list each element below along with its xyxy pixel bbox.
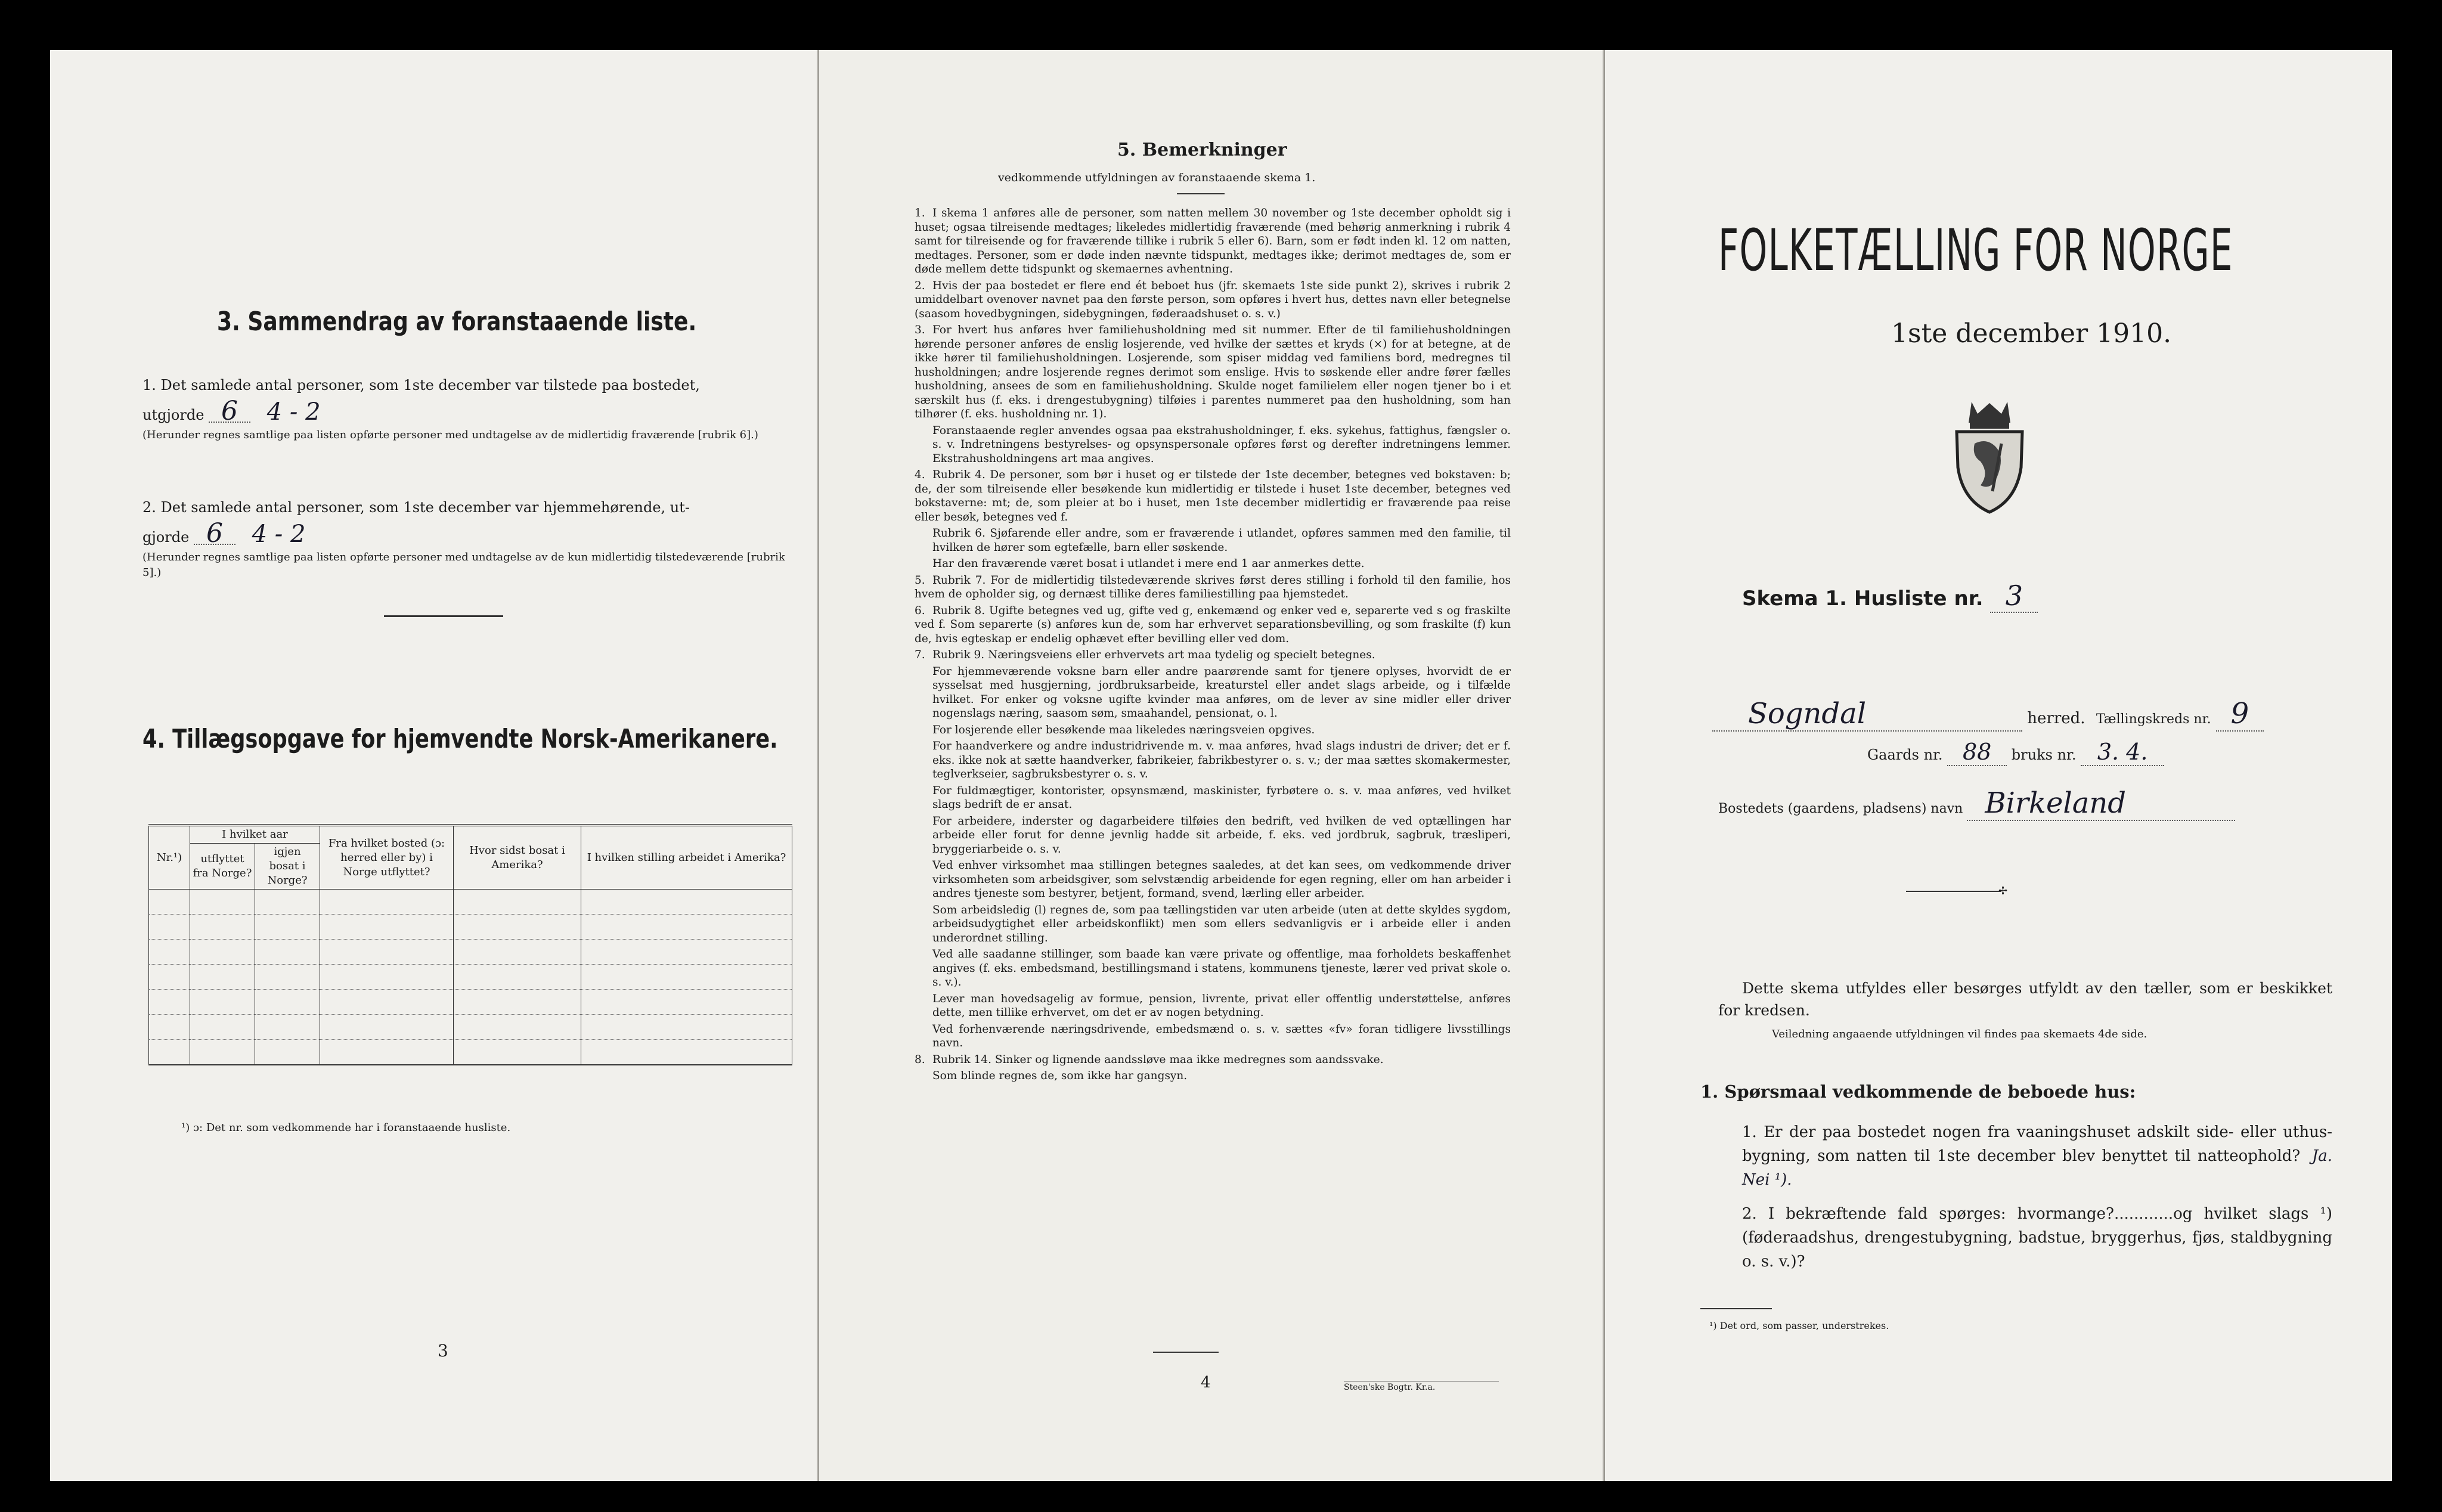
remark-number: 6. bbox=[915, 604, 925, 617]
remark-text: For hjemmeværende voksne barn eller andre paarørende samt for tjenere oplyses, hvorvidt de er sysselsat med husgjerning, jordbruksarbeide, kreaturstel eller andet slags arbeide, og i tilfælde hvilket. For enker og voksne ugifte kvinder maa anføres, om de lever av sine midler eller driver nogenslags næring, saasom søm, smaahandel, pensionat, o. l. bbox=[932, 665, 1511, 720]
remark-text: Har den fraværende været bosat i utlandet i mere end 1 aar anmerkes dette. bbox=[932, 557, 1365, 570]
ornament-icon: ✢ bbox=[1998, 885, 2008, 897]
kreds-value: 9 bbox=[2216, 697, 2264, 732]
intro-text: Dette skema utfyldes eller besørges utfyldt av den tæller, som er beskikket for kredsen. bbox=[1718, 980, 2332, 1019]
remark-item bbox=[915, 648, 1511, 662]
divider bbox=[1177, 193, 1225, 194]
coat-of-arms-icon bbox=[1945, 396, 2034, 515]
remark-item bbox=[915, 723, 1511, 738]
questions-heading: 1. Spørsmaal vedkommende de beboede hus: bbox=[1700, 1082, 2136, 1102]
remark-item bbox=[915, 557, 1511, 571]
remark-item bbox=[915, 206, 1511, 277]
bosted-label: Bostedets (gaardens, pladsens) navn bbox=[1718, 801, 1963, 816]
remark-text: For fuldmægtiger, kontorister, opsynsmænd, maskinister, fyrbøtere o. s. v. maa anføres, ved hvilket slags bedrift de er ansat. bbox=[932, 784, 1511, 811]
page-cover bbox=[1605, 50, 2392, 1481]
remark-text: Som arbeidsledig (l) regnes de, som paa tællingstiden var uten arbeide (uten at dette skyldes sygdom, arbeidsudygtighet eller arbeidskonflikt) men som ellers sedvanligvis er i arbeide eller i anden underordnet stilling. bbox=[932, 903, 1511, 944]
summary-item-2 bbox=[142, 497, 792, 581]
herred-line bbox=[1712, 697, 2368, 732]
page-remarks bbox=[819, 50, 1605, 1481]
kreds-label: Tællingskreds nr. bbox=[2096, 712, 2211, 727]
remark-item bbox=[915, 424, 1511, 466]
summary-item-1 bbox=[142, 375, 792, 443]
remark-item bbox=[915, 859, 1511, 901]
bosted-line bbox=[1718, 786, 2235, 821]
table-footnote: ¹) ɔ: Det nr. som vedkommende har i foranstaaende husliste. bbox=[181, 1121, 511, 1134]
remark-item bbox=[915, 604, 1511, 646]
divider bbox=[1906, 891, 2001, 892]
remark-text: Rubrik 7. For de midlertidig tilstedeværende skrives først deres stilling i forhold til den familie, hos hvem de opholder sig, og dernæst tillike deres familiestilling paa hjemstedet. bbox=[915, 574, 1511, 600]
item1-value: 6 bbox=[209, 401, 250, 423]
herred-label: herred. bbox=[2027, 709, 2085, 727]
table-row bbox=[149, 990, 792, 1015]
remark-item bbox=[915, 323, 1511, 422]
remark-text: For haandverkere og andre industridrivende m. v. maa anføres, hvad slags industri de driver; det er f. eks. ikke nok at sætte haandverker, fabrikeier, fabrikbestyrer o. s. v.; der maa sættes skomakermester, teglverkseier, sagbruksbestyrer o. s. v. bbox=[932, 740, 1511, 780]
norsk-amerikanere-table bbox=[148, 824, 792, 1065]
remark-number: 3. bbox=[915, 324, 925, 336]
bruks-label: bruks nr. bbox=[2011, 746, 2077, 763]
table-row bbox=[149, 1015, 792, 1040]
veiledning-text: Veiledning angaaende utfyldningen vil findes paa skemaets 4de side. bbox=[1772, 1028, 2147, 1040]
remark-item bbox=[915, 903, 1511, 946]
gaards-line bbox=[1867, 739, 2164, 766]
page-number: 3 bbox=[438, 1341, 448, 1361]
remark-text: For hvert hus anføres hver familiehusholdning med sit nummer. Efter de til familiehusholdningen hørende personer anføres de enslig losjerende, ved hvilke der sættes et kryds (×) for at betegne, at de ikke hører til familiehusholdningen. Losjerende, som spiser middag ved familiens bord, medregnes til husholdningen; andre losjerende regnes derimot som enslige. Hvis to søskende eller andre fører fælles husholdning, ansees de som en familiehusholdning. Skulde noget familielem eller nogen tjener bo i et særskilt hus (f. eks. i drengestubygning) tilføies i parentes nummeret paa den husholdning, som han tilhører (f. eks. husholdning nr. 1). bbox=[915, 324, 1511, 420]
remark-text: Rubrik 14. Sinker og lignende aandssløve maa ikke medregnes som aandssvake. bbox=[932, 1053, 1384, 1066]
table-row bbox=[149, 915, 792, 940]
remark-number: 2. bbox=[915, 279, 925, 292]
remark-number: 1. bbox=[915, 207, 925, 219]
remark-item bbox=[915, 279, 1511, 321]
remark-item bbox=[915, 468, 1511, 524]
col-from-where: Fra hvilket bosted (ɔ: herred eller by) i Norge utflyttet? bbox=[320, 825, 454, 890]
remark-number: 8. bbox=[915, 1053, 925, 1066]
col-nr: Nr.¹) bbox=[149, 825, 190, 890]
col-group-year: I hvilket aar bbox=[190, 825, 320, 844]
remark-item bbox=[915, 574, 1511, 602]
husliste-nr: 3 bbox=[1990, 580, 2038, 613]
bruks-value: 3. 4. bbox=[2081, 739, 2164, 766]
item1-note: (Herunder regnes samtlige paa listen opførte personer med undtagelse av de midlertidig fraværende [rubrik 6].) bbox=[142, 429, 758, 441]
remark-number: 4. bbox=[915, 469, 925, 481]
item2-value: 6 bbox=[194, 523, 235, 545]
remark-text: For arbeidere, inderster og dagarbeidere tilføies den bedrift, ved hvilken de ved optællingen har arbeide eller forut for denne jevnlig hadde sit arbeide, f. eks. ved jordbruk, sagbruk, træsliperi, bryggeriarbeide o. s. v. bbox=[932, 814, 1511, 856]
remark-number: 7. bbox=[915, 649, 925, 661]
remarks-title: 5. Bemerkninger bbox=[1117, 140, 1287, 160]
remark-item bbox=[915, 739, 1511, 782]
remark-text: For losjerende eller besøkende maa likeledes næringsveien opgives. bbox=[932, 723, 1315, 736]
remark-text: Hvis der paa bostedet er flere end ét beboet hus (jfr. skemaets 1ste side punkt 2), skrives i rubrik 2 umiddelbart ovenover navnet paa den første person, som opføres i hvert hus, dettes navn eller betegnelse (saasom hovedbygningen, sidebygningen, føderaadshuset o. s. v.) bbox=[915, 279, 1511, 320]
census-date: 1ste december 1910. bbox=[1891, 318, 2172, 349]
col-last-america: Hvor sidst bosat i Amerika? bbox=[454, 825, 581, 890]
question-1 bbox=[1742, 1120, 2332, 1192]
remark-item bbox=[915, 1053, 1511, 1067]
table-row bbox=[149, 940, 792, 965]
item1-split: 4 - 2 bbox=[266, 398, 321, 426]
skema-line bbox=[1742, 580, 2038, 613]
question-2: 2. I bekræftende fald spørges: hvormange?............og hvilket slags ¹) (føderaadshus, drengestubygning, badstue, bryggerhus, fjøs, staldbygning o. s. v.)? bbox=[1742, 1205, 2332, 1271]
item2-note: (Herunder regnes samtlige paa listen opførte personer med undtagelse av de kun midlertidig tilstedeværende [rubrik 5].) bbox=[142, 551, 785, 579]
divider bbox=[1700, 1308, 1772, 1309]
table-row bbox=[149, 890, 792, 915]
question-1-text: 1. Er der paa bostedet nogen fra vaaningshuset adskilt side- eller uthus-bygning, som natten til 1ste december blev benyttet til natteophold? bbox=[1742, 1123, 2332, 1165]
remark-text: Foranstaaende regler anvendes ogsaa paa ekstrahusholdninger, f. eks. sykehus, fattighus, fængsler o. s. v. Indretningens bestyrelses- og opsynspersonale opføres først og derefter indretningens lemmer. Ekstrahusholdningens art maa angives. bbox=[932, 424, 1511, 465]
item1-lead: utgjorde bbox=[142, 407, 204, 423]
remark-text: I skema 1 anføres alle de personer, som natten mellem 30 november og 1ste december opholdt sig i huset; ogsaa tilreisende medtages; likeledes midlertidig fraværende (med behørig anmerkning i rubrik 4 samt for tilreisende og for fraværende tillike i rubrik 5 eller 6). Barn, som er født inden kl. 12 om natten, medtages. Personer, som er døde inden nævnte tidspunkt, medtages ikke; derimot medtages de, som er døde mellem dette tidspunkt og skemaernes avhentning. bbox=[915, 207, 1511, 275]
remark-text: Lever man hovedsagelig av formue, pension, livrente, privat eller offentlig understøttelse, anføres dette, men tillike erhvervet, om det er av nogen betydning. bbox=[932, 992, 1511, 1019]
remark-item bbox=[915, 784, 1511, 812]
main-title: FOLKETÆLLING FOR NORGE bbox=[1718, 217, 2233, 284]
herred-value: Sogndal bbox=[1712, 697, 2022, 732]
remark-text: Rubrik 4. De personer, som bør i huset og er tilstede der 1ste december, betegnes ved bokstaven: b; de, der som tilreisende eller besøkende kun midlertidig er tilstede i huset 1ste december, betegnes ved bokstaverne: mt; de, som pleier at bo i huset, men 1ste december midlertidig er fraværende paa reise eller besøk, betegnes ved f. bbox=[915, 469, 1511, 523]
page-summary bbox=[50, 50, 819, 1481]
remark-item bbox=[915, 992, 1511, 1020]
skema-label: Skema 1. Husliste nr. bbox=[1742, 587, 1984, 611]
remarks-list bbox=[915, 206, 1511, 1086]
remark-item bbox=[915, 814, 1511, 857]
gaards-value: 88 bbox=[1947, 739, 2007, 766]
remark-text: Ved forhenværende næringsdrivende, embedsmænd o. s. v. sættes «fv» foran tidligere livsstillings navn. bbox=[932, 1023, 1511, 1049]
remark-item bbox=[915, 1069, 1511, 1083]
bosted-value: Birkeland bbox=[1967, 786, 2235, 821]
remark-text: Ved enhver virksomhet maa stillingen betegnes saaledes, at det kan sees, om vedkommende driver virksomheten som arbeidsgiver, som selvstændig arbeidende for egen regning, eller om han arbeider i andres tjeneste som bestyrer, betjent, formand, svend, lærling eller arbeider. bbox=[932, 859, 1511, 900]
section4-title: 4. Tillægsopgave for hjemvendte Norsk-Amerikanere. bbox=[142, 724, 778, 754]
table-row bbox=[149, 1040, 792, 1065]
remark-text: Rubrik 9. Næringsveiens eller erhvervets art maa tydelig og specielt betegnes. bbox=[932, 649, 1375, 661]
item2-text: 2. Det samlede antal personer, som 1ste december var hjemmehørende, ut- bbox=[142, 499, 690, 516]
divider bbox=[1153, 1352, 1219, 1353]
item2-split: 4 - 2 bbox=[252, 520, 306, 548]
remark-item bbox=[915, 665, 1511, 721]
remark-text: Som blinde regnes de, som ikke har gangsyn. bbox=[932, 1070, 1188, 1082]
table-row bbox=[149, 965, 792, 990]
remark-number: 5. bbox=[915, 574, 925, 587]
col-emigrated: utflyttet fra Norge? bbox=[190, 844, 255, 890]
question-1-answer: Ja. Nei ¹). bbox=[1742, 1147, 2332, 1189]
page-number: 4 bbox=[1201, 1374, 1211, 1392]
remark-text: Rubrik 8. Ugifte betegnes ved ug, gifte ved g, enkemænd og enker ved e, separerte ved s og fraskilte ved f. Som separerte (s) anføres kun de, som har erhvervet separationsbevilling, og som fraskilte (f) kun de, hvis egteskap er endelig ophævet efter bevilling eller ved dom. bbox=[915, 604, 1511, 645]
section3-title: 3. Sammendrag av foranstaaende liste. bbox=[217, 306, 697, 337]
divider bbox=[384, 615, 503, 617]
remark-text: Rubrik 6. Sjøfarende eller andre, som er fraværende i utlandet, opføres sammen med den familie, til hvilken de hører som egtefælle, barn eller søskende. bbox=[932, 527, 1511, 554]
remark-item bbox=[915, 1023, 1511, 1051]
remarks-subtitle: vedkommende utfyldningen av foranstaaende skema 1. bbox=[998, 171, 1316, 184]
remark-item bbox=[915, 947, 1511, 990]
col-returned: igjen bosat i Norge? bbox=[255, 844, 320, 890]
item1-text: 1. Det samlede antal personer, som 1ste december var tilstede paa bostedet, bbox=[142, 377, 700, 394]
remark-item bbox=[915, 526, 1511, 554]
gaards-label: Gaards nr. bbox=[1867, 746, 1943, 763]
item2-lead: gjorde bbox=[142, 529, 190, 546]
printer-mark: Steen'ske Bogtr. Kr.a. bbox=[1344, 1381, 1499, 1392]
remark-text: Ved alle saadanne stillinger, som baade kan være private og offentlige, maa forholdets beskaffenhet angives (f. eks. embedsmand, bestillingsmand i statens, kommunens tjeneste, lærer ved privat skole o. s. v.). bbox=[932, 948, 1511, 989]
col-occupation: I hvilken stilling arbeidet i Amerika? bbox=[581, 825, 792, 890]
cover-footnote: ¹) Det ord, som passer, understrekes. bbox=[1709, 1320, 1889, 1331]
